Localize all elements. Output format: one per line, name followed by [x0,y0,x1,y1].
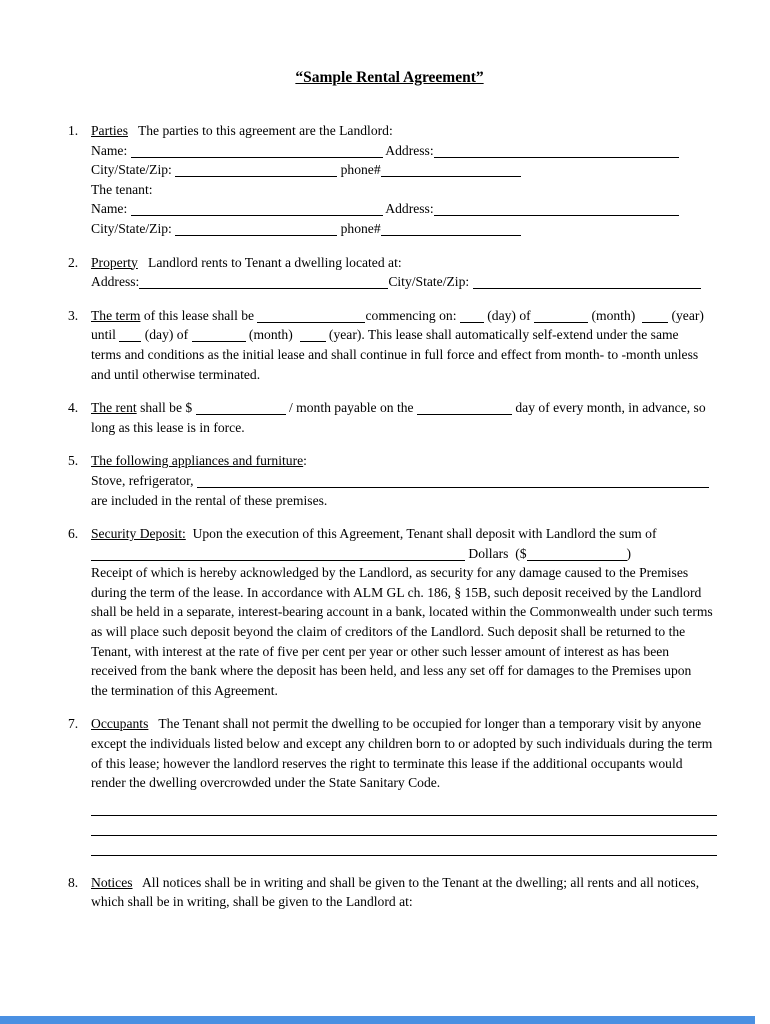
text-run: as will place such deposit beyond the claim of creditors of the Landlord. Such deposit shall be returned to the [91,624,686,640]
text-line [91,524,717,544]
text-line [91,681,717,701]
text-run: received from the bank where the deposit has been held, and less any set off for damages to the Premises upon [91,663,692,679]
item-number: 5. [68,453,79,469]
text-run: City/State/Zip: [388,274,473,290]
text-line [91,471,717,491]
fill-blank[interactable] [257,309,365,323]
text-run: until [91,327,120,343]
text-line [91,544,717,564]
text-run: Dollars ($ [465,545,527,561]
text-run: commencing on: [365,307,460,323]
text-line [91,306,717,326]
text-run: Receipt of which is hereby acknowledged by the Landlord, as security for any damage caused to the Premises [91,565,689,581]
fill-blank[interactable] [642,309,668,323]
agreement-item-5 [68,451,717,510]
section-label: The following appliances and furniture [91,453,304,469]
section-label: Notices [91,874,133,890]
text-run: except the individuals listed below and except any children born to or adopted by such individuals during the term [91,736,713,752]
agreement-item-2 [68,253,717,292]
item-content [91,714,717,858]
item-content [91,451,717,510]
fill-blank[interactable] [197,474,709,488]
text-line [91,121,717,141]
section-label: The rent [91,400,137,416]
text-run: of this lease; however the landlord reserves the right to terminate this lease if the additional occupants would [91,755,683,771]
fill-blank[interactable] [196,401,286,415]
fill-blank[interactable] [131,202,383,216]
fill-blank[interactable] [175,222,337,236]
text-run: Address: [382,201,434,217]
section-label: Security Deposit: [91,526,186,542]
text-run: Address: [91,274,140,290]
item-number: 7. [68,716,79,732]
text-run: terms and conditions as the initial lease and shall continue in full force and effect from month- to -month unless [91,346,699,362]
text-run: phone# [337,220,381,236]
section-label: Property [91,254,138,270]
text-line [91,418,717,438]
text-run: (day) of [141,327,192,343]
text-line [91,563,717,583]
item-number: 6. [68,526,79,542]
section-label: The term [91,307,141,323]
occupant-line[interactable] [91,802,717,816]
fill-blank[interactable] [131,144,383,158]
agreement-item-3 [68,306,717,384]
text-run: City/State/Zip: [91,220,176,236]
text-run: Upon the execution of this Agreement, Tenant shall deposit with Landlord the sum of [185,526,657,542]
text-line [91,642,717,662]
text-line [91,819,717,839]
text-line [91,873,717,893]
fill-blank[interactable] [381,163,521,177]
fill-blank[interactable] [434,202,679,216]
text-run: shall be held in a separate, interest-bearing account in a bank, located within the Commonwealth under such terms [91,604,713,620]
text-run: long as this lease is in force. [91,419,245,435]
agreement-item-6 [68,524,717,700]
text-run: (year) [668,307,704,323]
agreement-item-7 [68,714,717,858]
fill-blank[interactable] [300,328,326,342]
fill-blank[interactable] [460,309,484,323]
text-line [91,219,717,239]
fill-blank[interactable] [139,275,388,289]
item-content [91,398,717,437]
text-line [91,451,717,471]
text-line [91,734,717,754]
text-run: The parties to this agreement are the Landlord: [128,123,393,138]
text-line [91,325,717,345]
agreement-item-8 [68,873,717,912]
item-content [91,253,717,292]
text-run: : [303,453,307,469]
text-line [91,365,717,385]
text-run: The tenant: [91,181,153,197]
text-line [91,180,717,200]
item-number: 8. [68,874,79,890]
fill-blank[interactable] [119,328,141,342]
item-number: 3. [68,307,79,323]
agreement-item-1 [68,121,717,239]
text-run: (year). This lease shall automatically self-extend under the same [325,327,679,343]
section-label: Occupants [91,716,149,732]
text-run: Name: [91,201,131,217]
fill-blank[interactable] [527,547,627,561]
fill-blank[interactable] [434,144,679,158]
text-line [91,773,717,793]
section-label: Parties [91,123,128,138]
text-run: and until otherwise terminated. [91,366,261,382]
text-run: are included in the rental of these premises. [91,492,328,508]
text-run: day of every month, in advance, so [511,400,706,416]
text-run: (month) [245,327,300,343]
text-run: render the dwelling overcrowded under the State Sanitary Code. [91,775,441,791]
fill-blank[interactable] [91,547,465,561]
text-run: / month payable on the [285,400,417,416]
item-number: 1. [68,123,79,138]
text-run: Address: [382,142,434,158]
text-run: ) [626,545,632,561]
fill-blank[interactable] [534,309,588,323]
text-run: which shall be in writing, shall be given to the Landlord at: [91,894,413,910]
text-line [91,839,717,859]
text-line [91,714,717,734]
text-line [91,253,717,273]
text-run: All notices shall be in writing and shall be given to the Tenant at the dwelling; all rents and all notices, [132,874,700,890]
fill-blank[interactable] [417,401,512,415]
item-number: 4. [68,400,79,416]
fill-blank[interactable] [381,222,521,236]
occupant-line[interactable] [91,842,717,856]
text-line [91,602,717,622]
text-line [91,622,717,642]
text-line [91,491,717,511]
item-content [91,306,717,384]
text-line [91,754,717,774]
text-line [91,892,717,912]
fill-blank[interactable] [192,328,246,342]
agreement-item-4 [68,398,717,437]
text-line [91,141,717,161]
text-run: Stove, refrigerator, [91,472,197,488]
item-content [91,524,717,700]
text-run: during the term of the lease. In accordance with ALM GL ch. 186, § 15B, such deposit received by the Landlord [91,584,702,600]
text-run: (day) of [483,307,535,323]
text-run: shall be $ [136,400,196,416]
progress-bar [0,1016,755,1024]
text-line [91,583,717,603]
document-title: “Sample Rental Agreement” [295,69,484,86]
text-run: Tenant, with interest at the rate of five per cent per year or other such lesser amount of interest as has been [91,643,670,659]
text-run: The Tenant shall not permit the dwelling to be occupied for longer than a temporary visit by anyone [148,716,702,732]
text-line [91,398,717,418]
item-content [91,873,717,912]
agreement-items [68,121,717,912]
text-line [91,160,717,180]
text-line [91,272,717,292]
text-line [91,199,717,219]
text-run: Name: [91,142,131,158]
text-run: phone# [337,162,381,178]
text-run: City/State/Zip: [91,162,176,178]
text-run: (month) [588,307,643,323]
item-content [91,121,717,239]
fill-blank[interactable] [175,163,337,177]
text-line [91,345,717,365]
text-line [91,661,717,681]
item-number: 2. [68,254,79,270]
text-run: Landlord rents to Tenant a dwelling located at: [137,254,402,270]
fill-blank[interactable] [473,275,701,289]
text-line [91,799,717,819]
text-run: of this lease shall be [140,307,258,323]
occupant-line[interactable] [91,822,717,836]
text-run: the termination of this Agreement. [91,682,278,698]
